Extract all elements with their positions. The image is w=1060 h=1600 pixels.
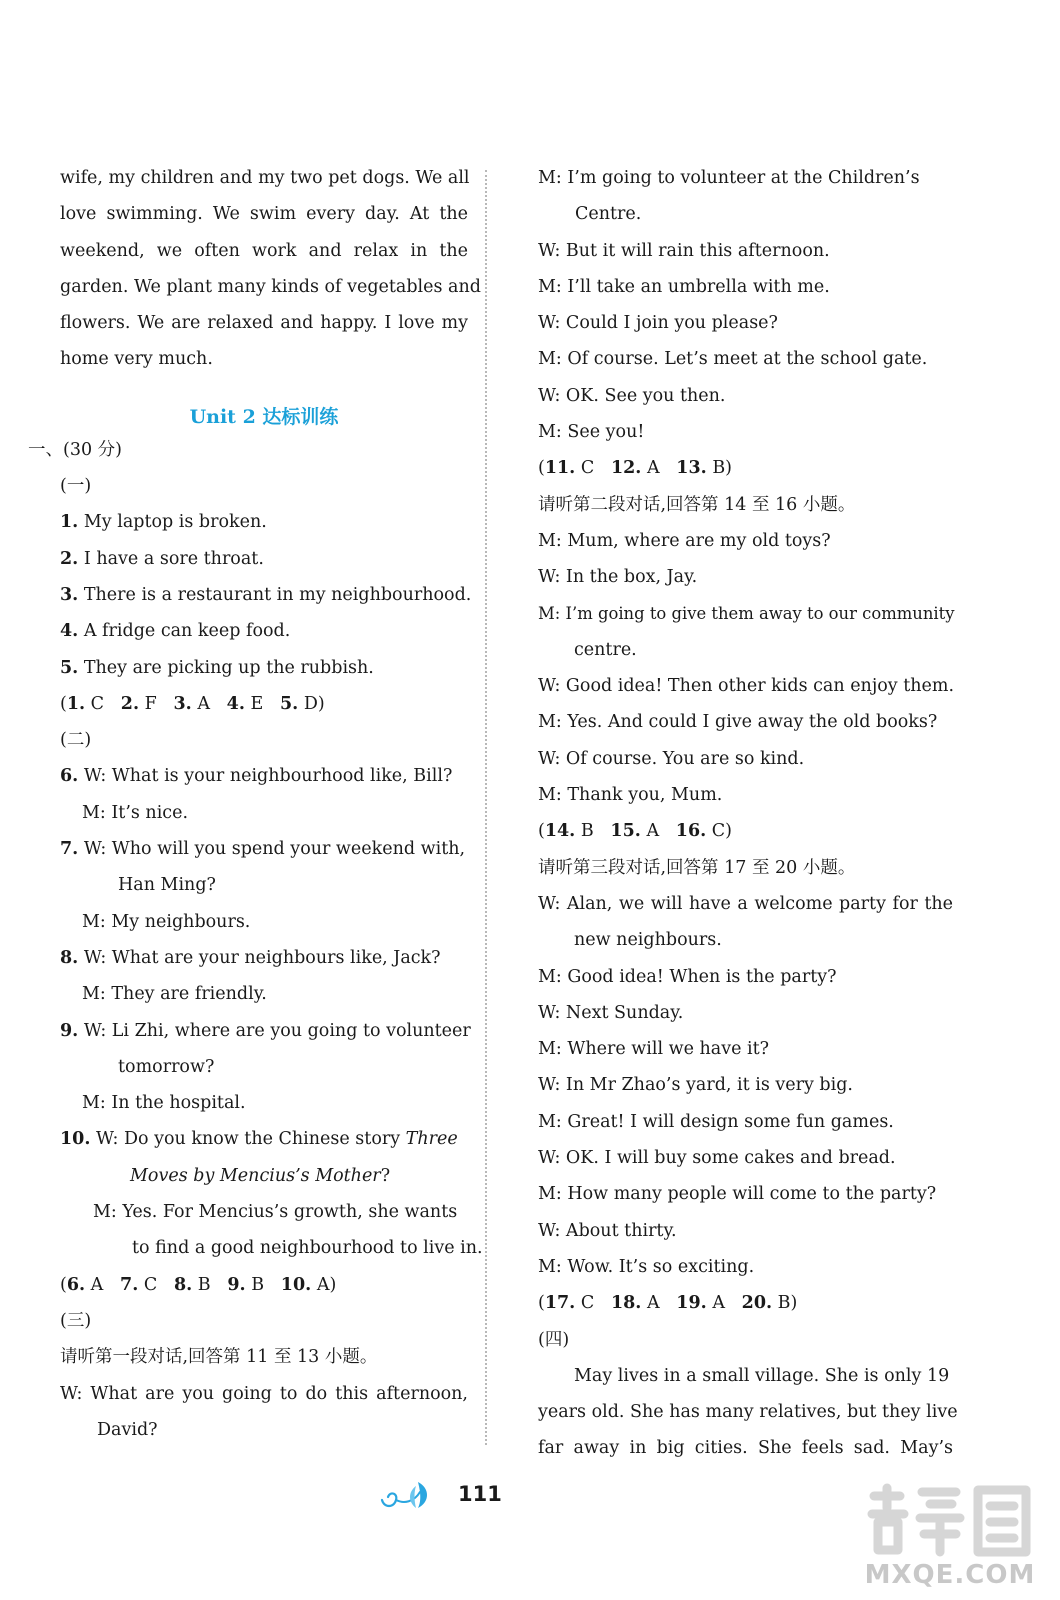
answer-key — [538, 1285, 953, 1321]
answer-number: 19. — [676, 1293, 707, 1314]
item-text: W: Do you know the Chinese story — [96, 1129, 406, 1150]
dialogue-line: M: Yes. And could I give away the old books? — [538, 712, 938, 733]
dialogue-reply: M: Yes. For Mencius’s growth, she wants — [93, 1202, 458, 1223]
dialogue-line: W: Alan, we will have a welcome party for the — [538, 893, 953, 914]
paragraph-line: May lives in a small village. She is only 19 — [574, 1365, 950, 1386]
sentence-item — [60, 650, 468, 686]
watermark-logo-icon — [860, 1478, 1040, 1563]
dialogue-line: W: About thirty. — [538, 1220, 677, 1241]
answer-value: A — [640, 821, 660, 842]
column-divider — [485, 170, 487, 1445]
dialogue-line: M: Great! I will design some fun games. — [538, 1111, 894, 1132]
left-column — [28, 160, 483, 1448]
answer-number: 20. — [741, 1293, 773, 1314]
dialogue-line: M: Where will we have it? — [538, 1039, 770, 1060]
part-label: (二) — [60, 730, 92, 751]
dialogue-line: M: I’ll take an umbrella with me. — [538, 276, 830, 297]
dialogue-reply: M: It’s nice. — [82, 802, 189, 823]
answer-value: B) — [772, 1293, 798, 1314]
answer-value: B — [192, 1274, 211, 1295]
section-title: 一、(30 分) — [28, 439, 122, 460]
dialogue-line: W: Good idea! Then other kids can enjoy them. — [538, 676, 955, 697]
answer-number: 16. — [675, 821, 707, 842]
answer-open: ( — [60, 693, 67, 714]
item-number: 2. — [60, 548, 79, 569]
instruction: 请听第一段对话,回答第 11 至 13 小题。 — [60, 1347, 378, 1368]
dialogue-reply: M: They are friendly. — [82, 984, 267, 1005]
instruction: 请听第三段对话,回答第 17 至 20 小题。 — [538, 857, 856, 878]
dialogue-line: M: Of course. Let’s meet at the school gate. — [538, 349, 928, 370]
answer-key — [538, 450, 953, 486]
paragraph-line: weekend, we often work and relax in the — [60, 240, 468, 261]
sentence-item — [60, 541, 468, 577]
item-number: 5. — [60, 657, 79, 678]
item-text: W: Li Zhi, where are you going to volunteer — [83, 1020, 471, 1041]
answer-value: C — [575, 458, 595, 479]
paragraph-line: years old. She has many relatives, but they live — [538, 1402, 958, 1423]
dialogue-continuation: Han Ming? — [118, 875, 216, 896]
answer-number: 2. — [120, 693, 140, 714]
sentence-item — [60, 613, 468, 649]
part-label: (四) — [538, 1329, 570, 1350]
answer-value: B) — [706, 458, 733, 479]
dialogue-line: M: I’m going to volunteer at the Children’s — [538, 168, 920, 188]
answer-open: ( — [538, 821, 545, 842]
sentence-item — [60, 504, 468, 540]
answer-value: A — [641, 1293, 660, 1314]
item-text: W: What are your neighbours like, Jack? — [83, 947, 441, 968]
answer-number: 4. — [226, 693, 245, 714]
item-text: There is a restaurant in my neighbourhood. — [83, 584, 472, 605]
answer-open: ( — [538, 1293, 545, 1314]
dialogue-line: M: Thank you, Mum. — [538, 785, 723, 806]
dialogue-continuation: tomorrow? — [118, 1056, 215, 1077]
watermark — [860, 1478, 1040, 1593]
answer-number: 9. — [227, 1274, 246, 1295]
dialogue-continuation: to find a good neighbourhood to live in. — [132, 1238, 483, 1259]
paragraph-line: far away in big cities. She feels sad. May’s — [538, 1438, 953, 1459]
part-label: (一) — [60, 476, 92, 497]
item-text: A fridge can keep food. — [83, 621, 291, 642]
dialogue-line: M: Mum, where are my old toys? — [538, 530, 831, 551]
dialogue-line: W: Could I join you please? — [538, 313, 778, 334]
part-label: (三) — [60, 1310, 92, 1331]
answer-number: 7. — [120, 1274, 139, 1295]
answer-value: D) — [298, 693, 325, 714]
answer-value: A) — [311, 1274, 337, 1295]
paragraph-line: home very much. — [60, 349, 213, 370]
answer-value: B — [575, 821, 594, 842]
dialogue-line: W: Next Sunday. — [538, 1002, 684, 1023]
answer-open: ( — [538, 458, 545, 479]
dialogue-continuation: new neighbours. — [574, 930, 722, 951]
dialogue-line: M: How many people will come to the party? — [538, 1184, 937, 1205]
answer-value: A — [85, 1274, 104, 1295]
page-number: 111 — [458, 1482, 502, 1506]
question-mark: ? — [380, 1165, 391, 1186]
dialogue-continuation: centre. — [574, 639, 637, 660]
paragraph-line: wife, my children and my two pet dogs. We all — [60, 168, 470, 188]
answer-value: C — [85, 693, 105, 714]
answer-number: 17. — [544, 1293, 576, 1314]
right-column — [538, 160, 958, 1467]
item-number: 9. — [60, 1020, 79, 1041]
story-title: Moves by Mencius’s Mother — [130, 1165, 381, 1186]
item-text: I have a sore throat. — [83, 548, 264, 569]
dialogue-line: M: I’m going to give them away to our community — [538, 603, 955, 623]
dialogue-item — [60, 940, 468, 976]
dialogue-continuation — [60, 1158, 468, 1194]
unit-heading: Unit 2 达标训练 — [189, 405, 339, 428]
dialogue-item — [60, 1013, 471, 1049]
item-text: W: Who will you spend your weekend with, — [83, 839, 466, 860]
dialogue-reply: M: My neighbours. — [82, 911, 251, 932]
answer-number: 1. — [66, 693, 86, 714]
dialogue-line: W: What are you going to do this afternoon, — [60, 1383, 468, 1404]
answer-number: 8. — [173, 1274, 193, 1295]
answer-value: C — [138, 1274, 158, 1295]
item-number: 8. — [60, 947, 79, 968]
answer-key — [60, 1267, 468, 1303]
answer-number: 3. — [173, 693, 192, 714]
dialogue-line: W: In the box, Jay. — [538, 567, 698, 588]
answer-value: A — [706, 1293, 725, 1314]
dialogue-continuation: David? — [97, 1419, 158, 1440]
answer-number: 5. — [279, 693, 299, 714]
dialogue-line: W: OK. I will buy some cakes and bread. — [538, 1148, 896, 1169]
answer-number: 10. — [280, 1274, 312, 1295]
paragraph-line: garden. We plant many kinds of vegetables and — [60, 276, 481, 297]
dialogue-line: M: Wow. It’s so exciting. — [538, 1256, 755, 1277]
dialogue-line: W: OK. See you then. — [538, 385, 726, 406]
item-text: W: What is your neighbourhood like, Bill? — [83, 766, 453, 787]
answer-value: C) — [706, 821, 733, 842]
answer-value: B — [245, 1274, 265, 1295]
dialogue-item — [60, 831, 468, 867]
item-text: They are picking up the rubbish. — [83, 657, 374, 678]
answer-value: A — [641, 458, 660, 479]
dialogue-item — [60, 758, 468, 794]
answer-open: ( — [60, 1274, 67, 1295]
answer-number: 11. — [544, 458, 576, 479]
answer-number: 12. — [610, 458, 642, 479]
answer-value: F — [139, 693, 157, 714]
answer-key — [538, 813, 953, 849]
paragraph-line: flowers. We are relaxed and happy. I love my — [60, 313, 468, 334]
dialogue-item — [60, 1121, 468, 1157]
swirl-leaf-icon — [378, 1478, 434, 1512]
item-number: 1. — [60, 512, 79, 533]
item-number: 10. — [60, 1129, 91, 1150]
answer-key — [60, 686, 468, 722]
answer-number: 6. — [66, 1274, 86, 1295]
answer-number: 14. — [544, 821, 576, 842]
dialogue-line: M: Good idea! When is the party? — [538, 966, 837, 987]
answer-value: C — [575, 1293, 595, 1314]
dialogue-line: W: Of course. You are so kind. — [538, 748, 805, 769]
dialogue-line: M: See you! — [538, 422, 645, 443]
dialogue-line: W: In Mr Zhao’s yard, it is very big. — [538, 1075, 853, 1096]
dialogue-line: W: But it will rain this afternoon. — [538, 240, 830, 261]
item-number: 3. — [60, 584, 79, 605]
answer-value: E — [244, 693, 264, 714]
answer-number: 15. — [610, 821, 641, 842]
paragraph-line: love swimming. We swim every day. At the — [60, 204, 468, 225]
item-number: 7. — [60, 839, 79, 860]
answer-number: 13. — [676, 458, 707, 479]
story-title: Three — [405, 1129, 458, 1150]
dialogue-reply: M: In the hospital. — [82, 1093, 246, 1114]
instruction: 请听第二段对话,回答第 14 至 16 小题。 — [538, 494, 856, 515]
item-number: 6. — [60, 766, 79, 787]
item-number: 4. — [60, 621, 79, 642]
answer-number: 18. — [610, 1293, 642, 1314]
watermark-text: MXQE.COM — [864, 1560, 1036, 1590]
item-text: My laptop is broken. — [83, 512, 267, 533]
answer-value: A — [191, 693, 210, 714]
sentence-item — [60, 577, 472, 613]
dialogue-continuation: Centre. — [575, 204, 642, 225]
